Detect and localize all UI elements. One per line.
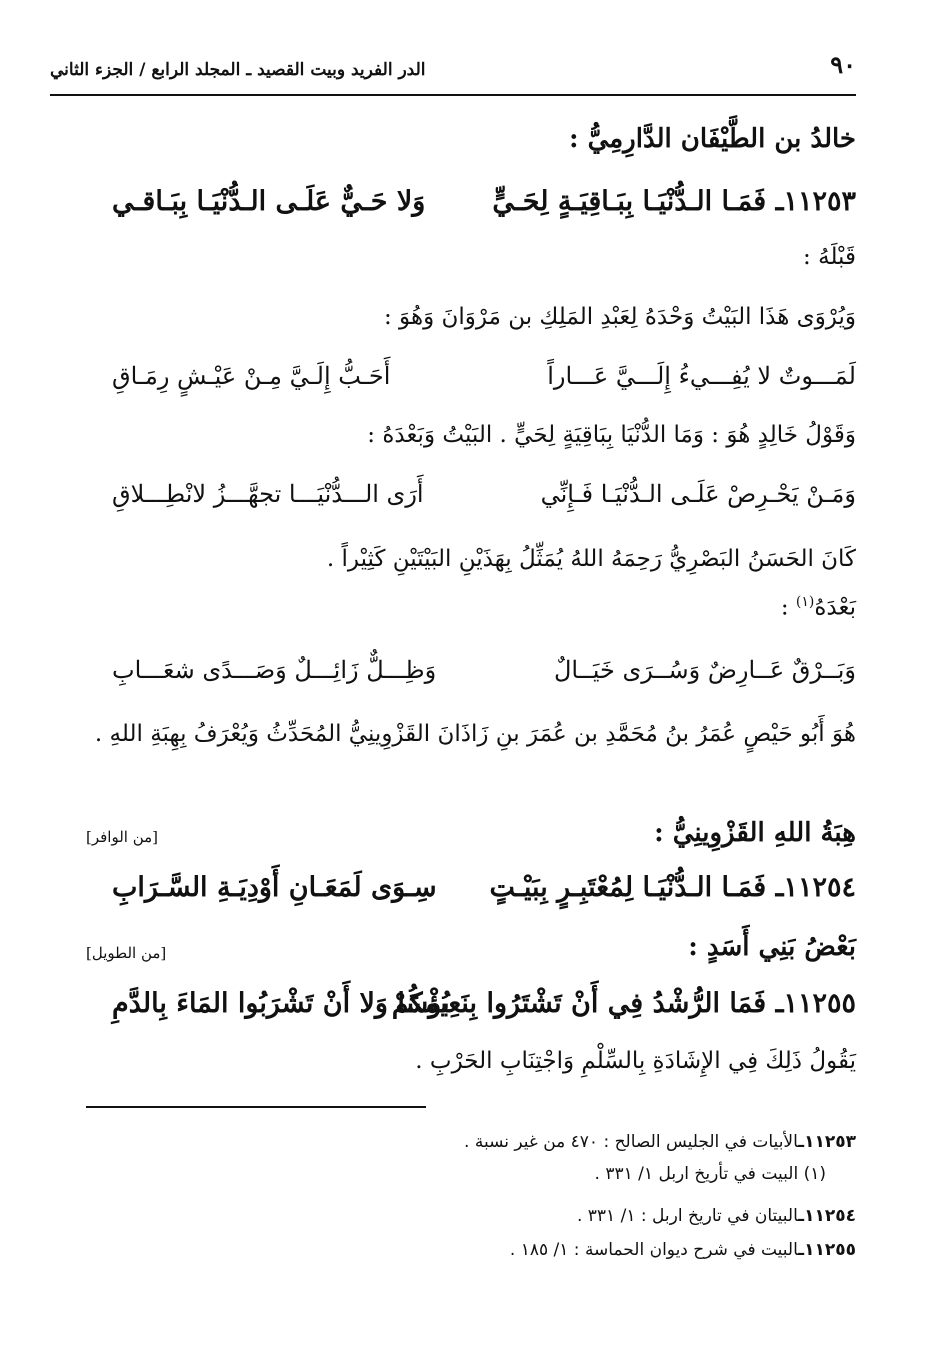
verse-number: ١١٢٥٥ـ (775, 988, 856, 1019)
verse-second-hemistich: أَرَى الـــدُّنْيَـــا تجهَّـــزُ لانْطِـــلاقِ (112, 480, 424, 508)
verse-first-hemistich: لَمَـــوتٌ لا يُفِـــيءُ إِلَـــيَّ عَـــاراً (547, 362, 856, 390)
footnote-rule (86, 1106, 426, 1108)
footnote-text: الأبيات في الجليس الصالح : ٤٧٠ من غير نسبة . (464, 1132, 799, 1152)
meter-label-tawil: [من الطويل] (86, 944, 167, 962)
badahu-colon: : (780, 594, 789, 621)
yaqul-line: يَقُولُ ذَلِكَ فِي الإِشَادَةِ بِالسِّلْمِ وَاجْتِنَابِ الحَرْبِ . (415, 1048, 856, 1074)
verse-second-hemistich: بُؤْسًا وَلا أَنْ تَشْرَبُوا المَاءَ بِالدَّمِ (112, 988, 450, 1019)
yurwa-line: وَيُرْوَى هَذَا البَيْتُ وَحْدَهُ لِعَبْدِ المَلِكِ بن مَرْوَانَ وَهُوَ : (384, 304, 856, 330)
badahu-word: بَعْدَهُ (814, 594, 856, 621)
footnote-11255 (112, 1240, 856, 1260)
footnote-11253 (112, 1132, 856, 1152)
poet-name-bani-asad: بَعْضُ بَنِي أَسَدٍ : (688, 932, 856, 962)
verse-number: ١١٢٥٣ـ (775, 186, 856, 217)
verse-11253 (112, 186, 856, 226)
verse-lamawt (112, 362, 856, 402)
verse-second-hemistich: وَظِـــلٌّ زَائِـــلٌ وَصَـــدًى شعَـــابِ (112, 656, 437, 684)
verse-second-hemistich: سِـوَى لَمَعَـانِ أَوْدِيَـةِ السَّـرَابِ (112, 872, 437, 903)
hemistich-text: فَمَا الرُّشْدُ فِي أَنْ تَشْتَرُوا بِنَعِيمِكُمْ (391, 988, 767, 1019)
badahu-line (112, 594, 856, 621)
footnote-number: ١١٢٥٣ـ (798, 1132, 856, 1152)
verse-number: ١١٢٥٤ـ (775, 872, 856, 903)
poet-name-khalid: خالدُ بن الطَّيْفَان الدَّارِمِيُّ : (568, 124, 856, 154)
verse-barq (112, 656, 856, 696)
verse-first-hemistich (492, 186, 856, 217)
verse-first-hemistich (392, 988, 856, 1019)
footnote-ref: (١) (795, 594, 815, 610)
poet-name-hibatullah: هِبَةُ اللهِ القَزْوِينِيُّ : (654, 818, 856, 848)
meter-label-wafir: [من الوافر] (86, 828, 159, 846)
footnote-1 (112, 1164, 856, 1184)
footnote-11254 (112, 1206, 856, 1226)
verse-second-hemistich: وَلا حَـيٌّ عَلَـى الـدُّنْيَـا بِبَـاقـي (112, 186, 426, 217)
footnote-text: البيت في شرح ديوان الحماسة : ١/ ١٨٥ . (509, 1240, 799, 1260)
verse-waman (112, 480, 856, 520)
abu-hays-paragraph: هُوَ أَبُو حَيْصٍ عُمَرُ بنُ مُحَمَّدِ بن عُمَرَ بنِ زَاذَانَ القَزْوِينِيُّ المُحَدِّثُ وَيُعْرَفُ بِهِبَةِ اللهِ . (94, 721, 856, 747)
header-title: الدر الفريد وبيت القصيد ـ المجلد الرابع / الجزء الثاني (50, 60, 426, 80)
hemistich-text: فَمَـا الـدُّنْيَـا بِبَـاقِيَـةٍ لِحَـيٍّ (492, 186, 767, 217)
hasan-basri-line: كَانَ الحَسَنُ البَصْرِيُّ رَحِمَهُ اللهُ يُمَثِّلُ بِهَذَيْنِ البَيْتَيْنِ كَثِيْراً . (326, 546, 856, 572)
verse-first-hemistich: وَمَـنْ يَحْـرِصْ عَلَـى الـدُّنْيَـا فَـإِنِّي (540, 480, 856, 508)
footnote-text: (١) البيت في تأريخ اربل ١/ ٣٣١ . (594, 1164, 826, 1184)
footnote-text: البيتان في تاريخ اربل : ١/ ٣٣١ . (576, 1206, 799, 1226)
qablahu-line: قَبْلَهُ : (803, 244, 856, 270)
footnote-number: ١١٢٥٤ـ (798, 1206, 856, 1226)
verse-11255 (112, 988, 856, 1028)
header-rule (50, 94, 856, 96)
qawl-khalid-line: وَقَوْلُ خَالِدٍ هُوَ : وَمَا الدُّنْيَا بِبَاقِيَةٍ لِحَيٍّ . البَيْتُ وَبَعْدَهُ : (367, 422, 856, 448)
page-number: ٩٠ (830, 50, 856, 79)
verse-first-hemistich: وَبَــرْقٌ عَــارِضٌ وَسُــرَى خَيَــالٌ (553, 656, 856, 684)
footnote-number: ١١٢٥٥ـ (798, 1240, 856, 1260)
verse-11254 (112, 872, 856, 912)
verse-first-hemistich (489, 872, 856, 903)
verse-second-hemistich: أَحَـبُّ إِلَـيَّ مِـنْ عَيْـشٍ رِمَـاقِ (112, 362, 391, 390)
hemistich-text: فَمَـا الـدُّنْيَـا لِمُعْتَبِـرٍ بِبَيْـتٍ (489, 872, 767, 903)
running-header (50, 48, 856, 90)
